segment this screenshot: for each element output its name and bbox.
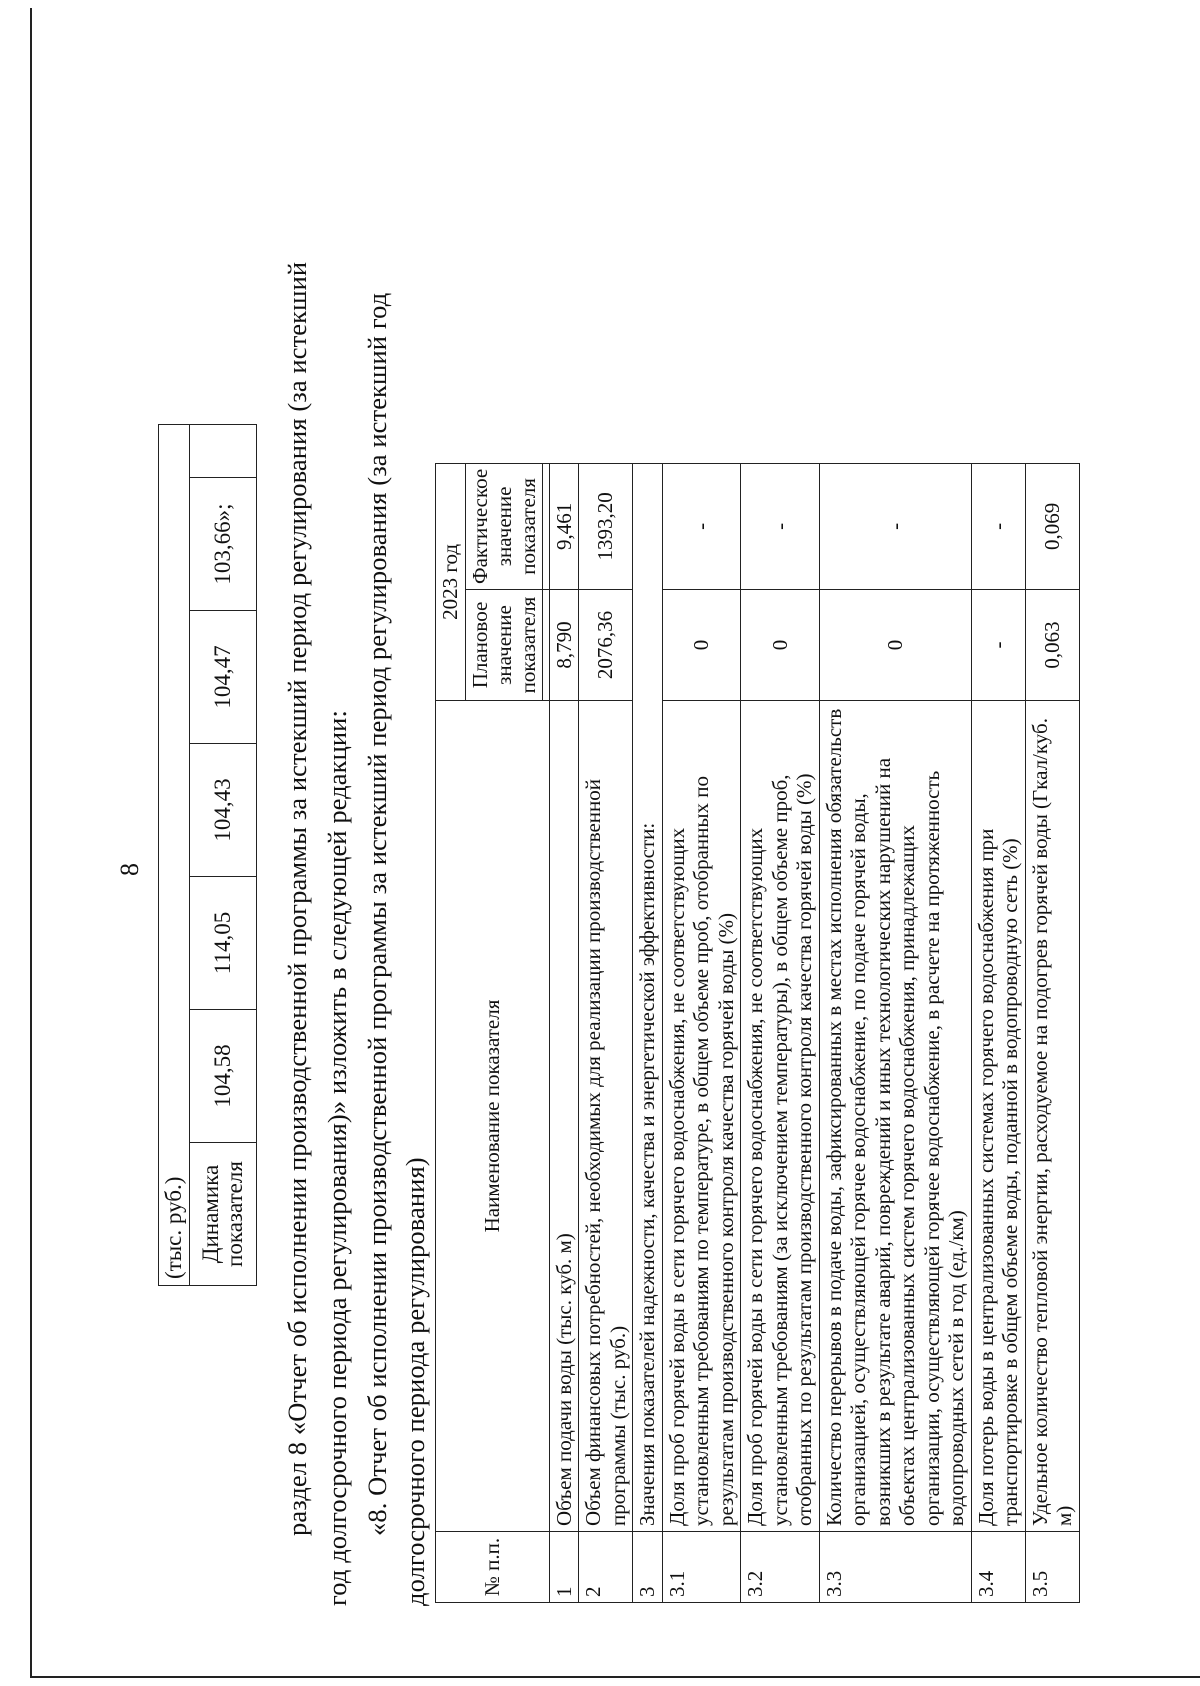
row-fact: 0,069 — [1025, 463, 1079, 589]
row-plan: 0,063 — [1025, 590, 1079, 701]
dynamics-value: 114,05 — [190, 877, 257, 1010]
table-row — [579, 463, 633, 1602]
paragraph-line-4: долгосрочного периода регулирования) — [400, 1157, 430, 1606]
row-fact: 9,461 — [549, 463, 579, 589]
row-name: Доля проб горячей воды в сети горячего водоснабжения, не соответствующих установленным требованиям (за исключением температуры), в общем объеме проб, отобранных по результатам производственного контроля качества горячей воды (%) — [741, 701, 820, 1532]
page-number: 8 — [115, 863, 144, 876]
header-name: Наименование показателя — [436, 701, 550, 1532]
row-plan: 0 — [662, 590, 741, 701]
row-name: Объем финансовых потребностей, необходимых для реализации производственной программы (тыс. руб.) — [579, 701, 633, 1532]
paragraph-line-1: раздел 8 «Отчет об исполнении производственной программы за истекший период регулирования (за истекший — [282, 261, 312, 1536]
row-plan: 0 — [741, 590, 820, 701]
row-num: 2 — [579, 1532, 633, 1603]
table-row — [819, 463, 971, 1602]
row-name: Объем подачи воды (тыс. куб. м) — [549, 701, 579, 1532]
row-name: Удельное количество тепловой энергии, расходуемое на подогрев горячей воды (Гкал/куб. м) — [1025, 701, 1079, 1532]
dynamics-value: 104,58 — [190, 1010, 257, 1143]
table-row — [549, 463, 579, 1602]
row-num: 1 — [549, 1532, 579, 1603]
header-spacer — [542, 463, 549, 589]
program-report-table — [435, 463, 1080, 1603]
table-row — [971, 463, 1025, 1602]
row-fact: - — [741, 463, 820, 589]
row-plan: 0 — [819, 590, 971, 701]
dynamics-value: 104,47 — [190, 611, 257, 744]
row-num: 3.3 — [819, 1532, 971, 1603]
header-plan: Плановое значение показателя — [465, 590, 542, 701]
paragraph-line-3: «8. Отчет об исполнении производственной программы за истекший период регулирования (за истекший год — [362, 292, 392, 1536]
dynamics-value: 103,66»; — [190, 478, 257, 611]
row-name: Количество перерывов в подаче воды, зафиксированных в местах исполнения обязательств организацией, осуществляющей горячее водоснабжение, по подаче горячей воды, возникших в результате аварий, повреждений и иных технологических нарушений на объектах централизованных систем горячего водоснабжения, принадлежащих организации, осуществляющей горячее водоснабжение, в расчете на протяженность водопроводных сетей в год (ед./км) — [819, 701, 971, 1532]
empty-cell — [190, 425, 257, 478]
header-spacer — [542, 590, 549, 701]
row-fact: 1393,20 — [579, 463, 633, 589]
table-row — [662, 463, 741, 1602]
row-plan: 8,790 — [549, 590, 579, 701]
row-num: 3 — [633, 1532, 663, 1603]
row-fact: - — [662, 463, 741, 589]
row-name: Доля потерь воды в централизованных системах горячего водоснабжения при транспортировке в общем объеме воды, поданной в водопроводную сеть (%) — [971, 701, 1025, 1532]
header-year: 2023 год — [436, 463, 466, 700]
row-fact: - — [971, 463, 1025, 589]
unit-label: (тыс. руб.) — [159, 425, 190, 1286]
header-fact: Фактическое значение показателя — [465, 463, 542, 589]
dynamics-table — [158, 424, 257, 1286]
dynamics-value: 104,43 — [190, 744, 257, 877]
row-name: Значения показателей надежности, качества и энергетической эффективности: — [633, 463, 663, 1531]
row-num: 3.5 — [1025, 1532, 1079, 1603]
row-plan: 2076,36 — [579, 590, 633, 701]
row-fact: - — [819, 463, 971, 589]
table-row — [1025, 463, 1079, 1602]
row-num: 3.4 — [971, 1532, 1025, 1603]
table-row — [633, 463, 663, 1602]
row-plan: - — [971, 590, 1025, 701]
row-num: 3.1 — [662, 1532, 741, 1603]
row-num: 3.2 — [741, 1532, 820, 1603]
dynamics-label: Динамика показателя — [190, 1143, 257, 1286]
table-row — [741, 463, 820, 1602]
header-num: № п.п. — [436, 1532, 550, 1603]
row-name: Доля проб горячей воды в сети горячего водоснабжения, не соответствующих установленным требованиям по температуре, в общем объеме проб, отобранных по результатам производственного контроля качества горячей воды (%) — [662, 701, 741, 1532]
paragraph-line-2: год долгосрочного периода регулирования)» изложить в следующей редакции: — [322, 710, 352, 1606]
